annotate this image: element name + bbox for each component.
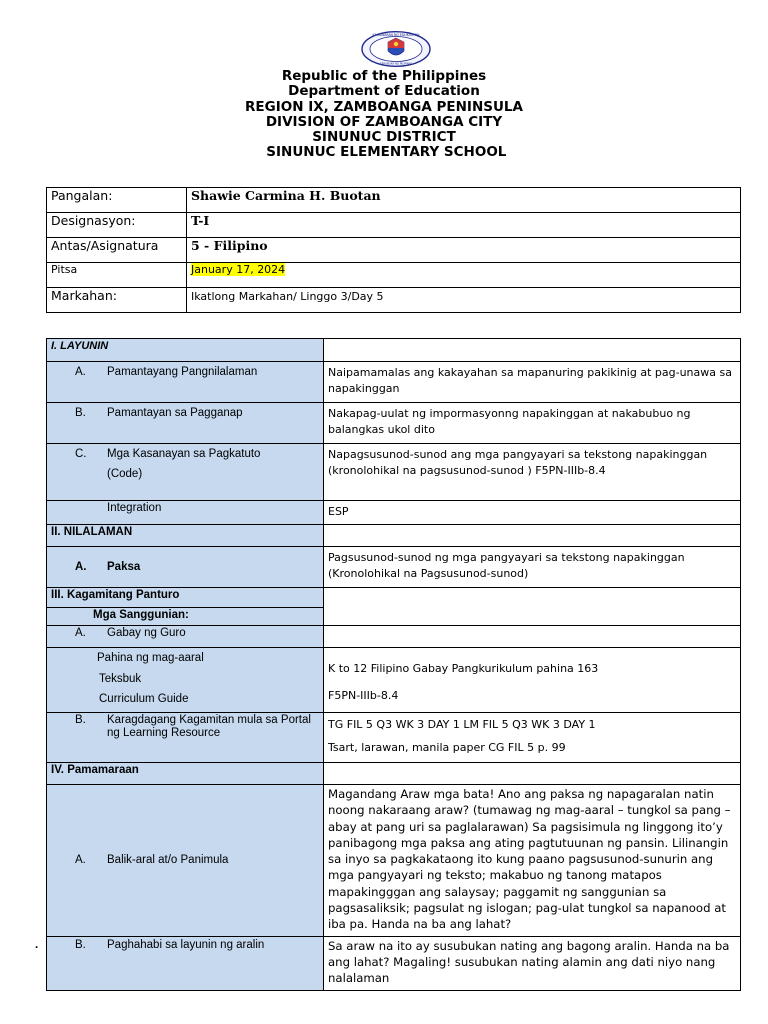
row-label-pahina [47, 648, 324, 713]
section-nilalaman: II. NILALAMAN [47, 525, 324, 547]
paghahabi-label: Paghahabi sa layunin ng aralin [107, 938, 265, 951]
row-label-pamantayan-sa-pagganap [47, 403, 324, 444]
paghahabi-value: Sa araw na ito ay susubukan nating ang bagong aralin. Handa na ba ang lahat? Magaling! susubukan nating alamin ang dati niyo nang nalalaman [324, 936, 741, 990]
markahan-value: Ikatlong Markahan/ Linggo 3/Day 5 [187, 288, 741, 313]
section-kagamitan: III. Kagamitang Panturo [47, 588, 324, 608]
header-line-school: SINUNUC ELEMENTARY SCHOOL [261, 144, 507, 161]
section-layunin: I. LAYUNIN [47, 339, 324, 362]
pamantayan-sa-pagganap-value: Nakapag-uulat ng impormasyonng napakinggan at nakabubuo ng balangkas ukol dito [324, 403, 741, 444]
karagdagan-label: Karagdagang Kagamitan mula sa Portal ng Learning Resource [107, 714, 311, 739]
letter-a: A. [75, 627, 86, 639]
pamantayang-pangnilalaman-value: Naipamamalas ang kakayahan sa mapanuring pakikinig at pag-unawa sa napakinggan [324, 362, 741, 403]
empty-cell [324, 339, 741, 362]
empty-cell [324, 626, 741, 648]
curriculum-guide-label: Curriculum Guide [99, 693, 189, 705]
row-label-kasanayan [47, 444, 324, 501]
antas-label: Antas/Asignatura [47, 238, 187, 263]
letter-b: B. [75, 407, 86, 419]
balik-aral-label: Balik-aral at/o Panimula [107, 854, 229, 867]
karagdagan-cell [324, 713, 741, 763]
lesson-plan-table [35, 338, 741, 991]
gabay-label: Gabay ng Guro [107, 627, 186, 639]
pahina-label: Pahina ng mag-aaral [97, 652, 204, 664]
row-label-paksa [47, 547, 324, 588]
karagdagan-value-2: Tsart, larawan, manila paper CG FIL 5 p. 99 [328, 741, 566, 754]
pahina-value: K to 12 Filipino Gabay Pangkurikulum pahina 163 [328, 662, 599, 675]
header-line-division: DIVISION OF ZAMBOANGA CITY [265, 113, 503, 130]
code-label: (Code) [107, 468, 143, 480]
header-line-region: REGION IX, ZAMBOANGA PENINSULA [245, 98, 523, 115]
kasanayan-label: Mga Kasanayan sa Pagkatuto [107, 448, 261, 460]
header-line-district: SINUNUC DISTRICT [312, 129, 456, 146]
pahina-cell [324, 648, 741, 713]
section-pamamaraan: IV. Pamamaraan [47, 763, 324, 785]
pangalan-value: Shawie Carmina H. Buotan [187, 188, 741, 213]
antas-value: 5 - Filipino [187, 238, 741, 263]
letter-a: A. [75, 366, 86, 378]
pangalan-label: Pangalan: [47, 188, 187, 213]
row-label-pamantayang-pangnilalaman [47, 362, 324, 403]
karagdagan-value-1: TG FIL 5 Q3 WK 3 DAY 1 LM FIL 5 Q3 WK 3 DAY 1 [328, 718, 596, 731]
header-line-republic: Republic of the Philippines [281, 68, 487, 84]
header-line-department: Department of Education [288, 83, 480, 100]
pamantayan-sa-pagganap-label: Pamantayan sa Pagganap [107, 407, 243, 419]
letter-a: A. [75, 561, 87, 573]
letter-b: B. [75, 714, 86, 726]
bullet-marker: . [35, 938, 39, 951]
empty-cell [324, 525, 741, 547]
paksa-label: Paksa [107, 561, 141, 573]
pitsa-label: Pitsa [47, 263, 187, 288]
letter-c: C. [75, 448, 87, 460]
teksbuk-label: Teksbuk [99, 672, 142, 685]
markahan-label: Markahan: [47, 288, 187, 313]
integration-value: ESP [324, 501, 741, 525]
teacher-info-table [46, 187, 741, 313]
pamantayang-pangnilalaman-label: Pamantayang Pangnilalaman [107, 366, 258, 378]
empty-cell [324, 588, 741, 626]
document-header [0, 69, 768, 161]
row-label-karagdagan [47, 713, 324, 763]
row-label-paghahabi [35, 936, 324, 990]
deped-seal [361, 31, 431, 67]
paksa-value: Pagsusunod-sunod ng mga pangyayari sa tekstong napakinggan (Kronolohikal na Pagsusunod-sunod) [324, 547, 741, 588]
sanggunian-label: Mga Sanggunian: [47, 608, 324, 626]
pitsa-value: January 17, 2024 [191, 263, 286, 276]
letter-a: A. [75, 854, 86, 867]
kasanayan-value: Napagsusunod-sunod ang mga pangyayari sa tekstong napakinggan (kronolohikal na pagsusunod-sunod ) F5PN-IIIb-8.4 [324, 444, 741, 501]
designasyon-label: Designasyon: [47, 213, 187, 238]
balik-aral-value: Magandang Araw mga bata! Ano ang paksa ng napagaralan natin noong nakaraang araw? (tumawag ng mag-aaral – tungkol sa pang –abay at pang uri sa paglalarawan) Sa pagsisimula ng linggong ito’y panibagong mga paksa ang ating pagtutuunan ng pansin. Lilinangin sa inyo sa pagkakataong ito kung paano pagsusunod-sunurin ang mga pangyayari ng teksto; makabuo ng tanong matapos mapakingggan ang salaysay; paggamit ng sanggunian sa pagsasaliksik; pagsulat ng islogan; pag-ulat tungkol sa napanood at iba pa. Handa na ba ang lahat? [324, 785, 741, 937]
pitsa-cell [187, 263, 741, 288]
integration-label: Integration [47, 501, 324, 525]
curriculum-guide-value: F5PN-IIIb-8.4 [328, 689, 399, 702]
seal-text-top: KAGAWARAN NG EDUKASYON [372, 33, 420, 37]
row-label-gabay [47, 626, 324, 648]
seal-text-bottom: REPUBLIKA NG PILIPINAS [379, 62, 413, 66]
letter-b: B. [75, 938, 86, 951]
empty-cell [324, 763, 741, 785]
row-label-balik-aral [47, 785, 324, 937]
designasyon-value: T-I [187, 213, 741, 238]
